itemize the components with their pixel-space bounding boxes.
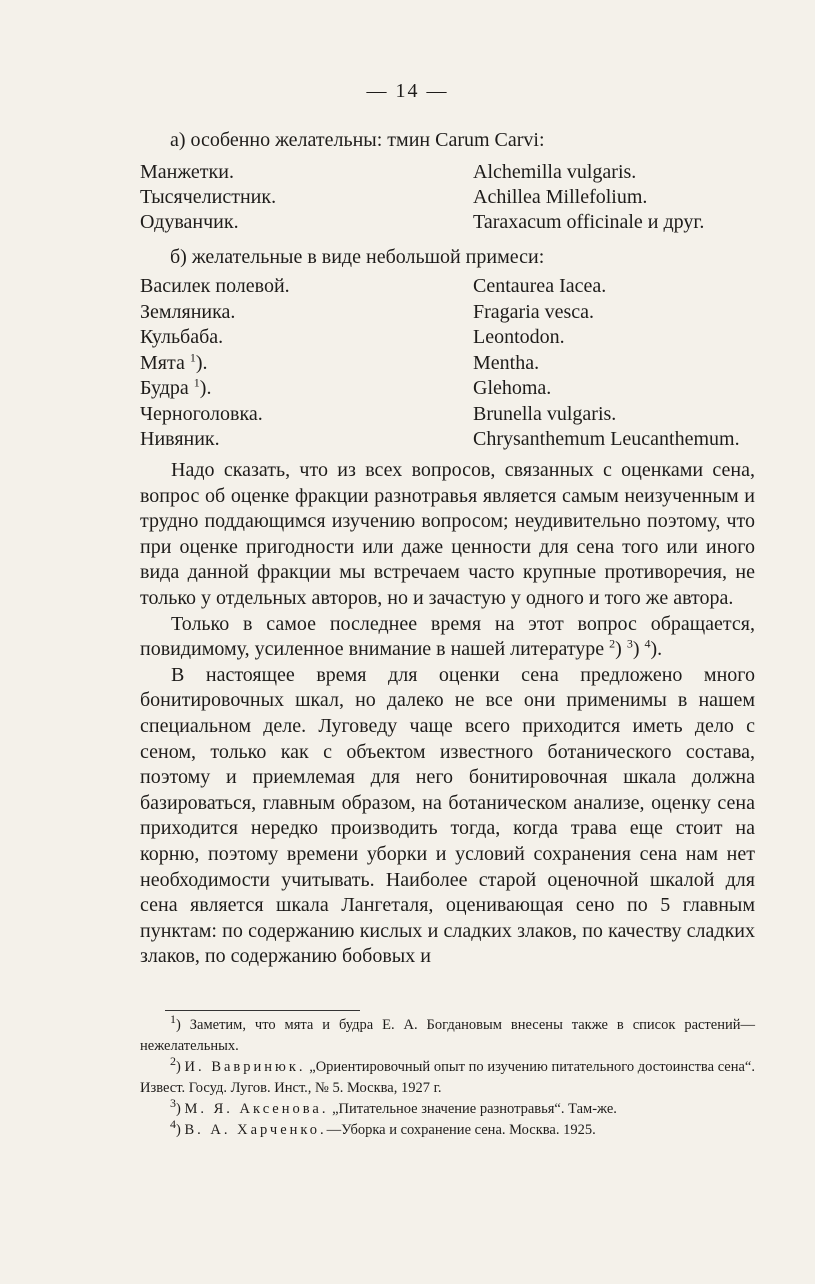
footnote: $^4$) В. А. Харченко.—Уборка и сохранение сена. Москва. 1925. (170, 1117, 596, 1138)
plant-latin: Fragaria vesca. (473, 301, 595, 323)
footnote-ref: 1 (189, 350, 196, 365)
plant-ru: Мята $^1$). (140, 350, 208, 374)
plant-ru: Манжетки. (140, 161, 234, 183)
plant-latin: Alchemilla vulgaris. (473, 161, 637, 183)
footnote-ref: 1 (193, 375, 200, 390)
paragraph: В настоящее время для оценки сена предложено много бонитировочных шкал, но далеко не все они применимы в нашем специальном деле. Луговеду чаще всего приходится иметь дело с сеном, только как с объектом известного ботанического состава, поэтому и приемлемая для него бонитировочная шкала должна базироваться, главным образом, на ботаническом анализе, оценку сена приходится нередко производить тогда, когда трава еще стоит на корню, поэтому времени уборки и условий сохранения сена нам нет необходимости учитывать. Наиболее старой оценочной шкалой для сена является шкала Лангеталя, оценивающая сено по 5 главным пунктам: по содержанию кислых и сладких злаков, по качеству сладких злаков, по содержанию бобовых и (140, 663, 755, 968)
plant-ru: Земляника. (140, 301, 236, 323)
page-number: — 14 — (366, 80, 449, 102)
body-text (140, 458, 755, 970)
plant-ru: Кульбаба. (140, 326, 224, 348)
plant-ru: Одуванчик. (140, 211, 239, 233)
plant-ru: Нивяник. (140, 428, 220, 450)
footnote: $^1$) Заметим, что мята и будра Е. А. Богдановым внесены также в список растений—нежелательных. (140, 1012, 755, 1054)
plant-latin: Glehoma. (473, 377, 552, 399)
plant-latin: Achillea Millefolium. (473, 186, 648, 208)
plant-ru: Будра $^1$). (140, 375, 212, 399)
paragraph: Надо сказать, что из всех вопросов, связанных с оценками сена, вопрос об оценке фракции разнотравья является самым неизученным и трудно поддающимся изучению вопросом; неудивительно поэтому, что при оценке пригодности или даже ценности для сена того или иного вида данной фракции мы встречаем часто крупные противоречия, не только у отдельных авторов, но и зачастую у одного и того же автора. (140, 459, 755, 609)
plant-ru: Черноголовка. (140, 403, 263, 425)
plant-ru: Тысячелистник. (140, 186, 277, 208)
footnote: $^2$) И. Вавринюк. „Ориентировочный опыт по изучению питательного достоинства сена“. Извест. Госуд. Лугов. Инст., № 5. Москва, 1927 г. (140, 1054, 755, 1096)
plant-latin: Mentha. (473, 352, 540, 374)
plant-latin: Taraxacum officinale и друг. (473, 211, 705, 233)
footnote: $^3$) М. Я. Аксенова. „Питательное значение разнотравья“. Там-же. (170, 1096, 617, 1117)
plant-latin: Brunella vulgaris. (473, 403, 617, 425)
footnote-divider (165, 1010, 360, 1011)
plant-ru: Василек полевой. (140, 275, 290, 297)
section-a-heading: а) особенно желательны: тмин Carum Carvi: (170, 129, 545, 151)
section-b-heading: б) желательные в виде небольшой примеси: (170, 246, 545, 268)
plant-latin: Centaurea Iacea. (473, 275, 607, 297)
plant-latin: Chrysanthemum Leucanthemum. (473, 428, 740, 450)
footnotes (140, 1012, 755, 1141)
plant-latin: Leontodon. (473, 326, 565, 348)
paragraph: Только в самое последнее время на этот вопрос обращается, повидимому, усиленное внимание в нашей литературе $^2$) $^3$) $^4$). (140, 612, 755, 661)
